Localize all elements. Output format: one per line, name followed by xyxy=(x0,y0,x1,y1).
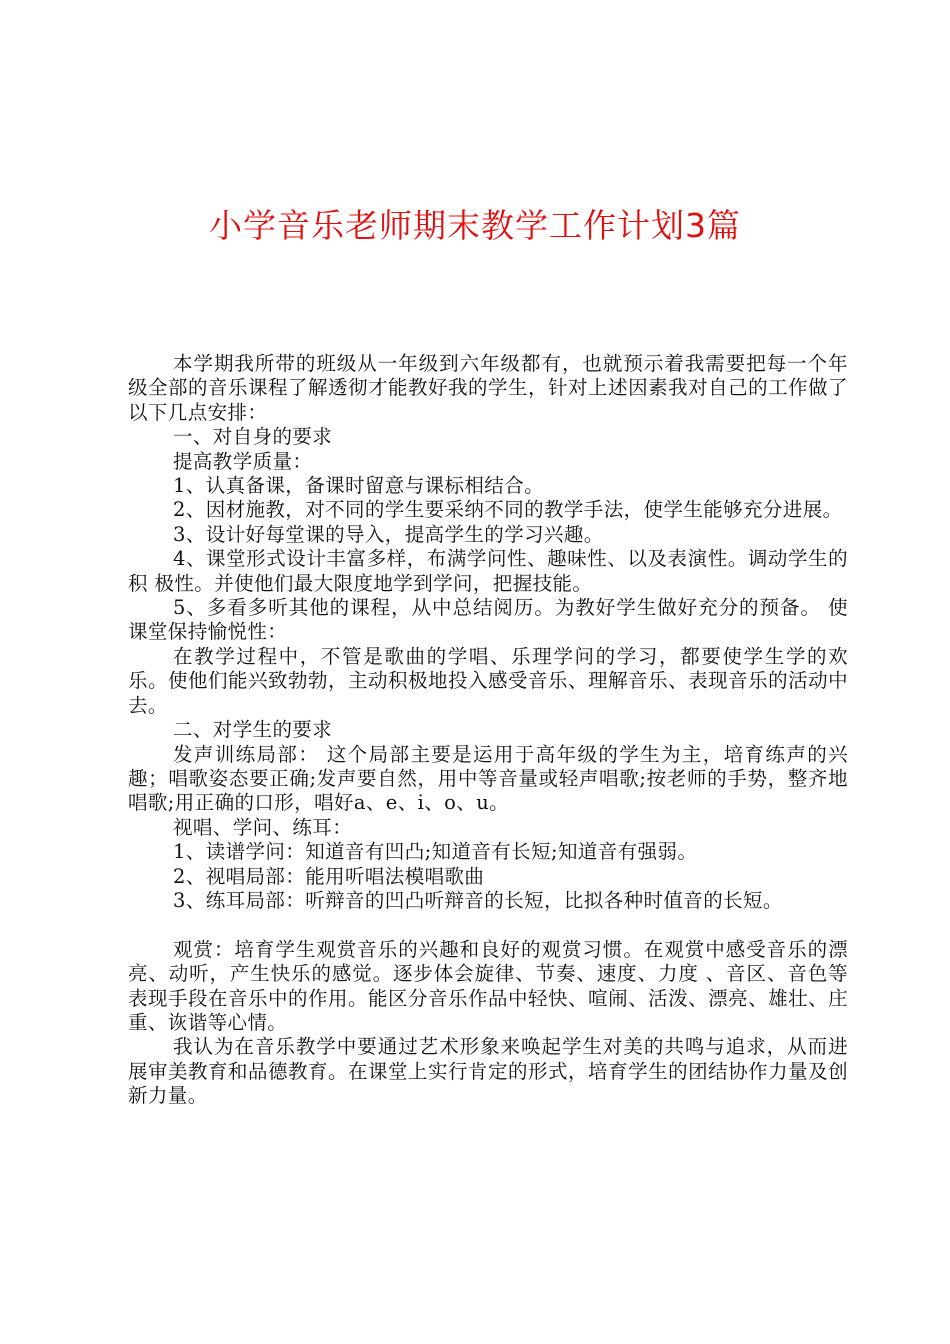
list-item: 2、因材施教，对不同的学生要采纳不同的教学手法，使学生能够充分进展。 xyxy=(173,498,843,522)
paragraph-vocal-training: 发声训练局部： 这个局部主要是运用于高年级的学生为主，培育练声的兴趣；唱歌姿态要正确;发声要自然，用中等音量或轻声唱歌;按老师的手势，整齐地唱歌;用正确的口形，唱好a、e、i、o、u。 xyxy=(128,742,848,815)
paragraph-appreciation: 观赏：培育学生观赏音乐的兴趣和良好的观赏习惯。在观赏中感受音乐的漂亮、动听，产生快乐的感觉。逐步体会旋律、节奏、速度、力度 、音区、音色等表现手段在音乐中的作用。能区分音乐作品中轻快、喧闹、活泼、漂亮、雄壮、庄重、诙谐等心情。 xyxy=(128,937,848,1034)
paragraph-teaching-process: 在教学过程中，不管是歌曲的学唱、乐理学问的学习，都要使学生学的欢乐。使他们能兴致勃勃，主动积极地投入感受音乐、理解音乐、表现音乐的活动中去。 xyxy=(128,644,848,717)
subheading-sight-singing: 视唱、学问、练耳： xyxy=(173,815,353,839)
blank-line xyxy=(128,913,848,937)
section-heading-students: 二、对学生的要求 xyxy=(173,718,333,742)
list-item: 1、认真备课，备课时留意与课标相结合。 xyxy=(173,474,545,498)
section-heading-self: 一、对自身的要求 xyxy=(173,425,333,449)
list-item: 3、练耳局部：听辩音的凹凸听辩音的长短，比拟各种时值音的长短。 xyxy=(173,888,783,912)
paragraph-conclusion: 我认为在音乐教学中要通过艺术形象来唤起学生对美的共鸣与追求，从而进展审美教育和品德教育。在课堂上实行肯定的形式，培育学生的团结协作力量及创新力量。 xyxy=(128,1035,848,1108)
subheading-quality: 提高教学质量： xyxy=(173,449,313,473)
list-item: 1、读谱学问：知道音有凹凸;知道音有长短;知道音有强弱。 xyxy=(173,840,698,864)
list-item: 5、多看多听其他的课程，从中总结阅历。为教好学生做好充分的预备。 使课堂保持愉悦性： xyxy=(128,596,848,644)
list-item: 3、设计好每堂课的导入，提高学生的学习兴趣。 xyxy=(173,522,604,546)
document-body xyxy=(128,352,848,1109)
list-item: 4、课堂形式设计丰富多样，布满学问性、趣味性、以及表演性。调动学生的积 极性。并使他们最大限度地学到学问，把握技能。 xyxy=(128,547,848,595)
document-title: 小学音乐老师期末教学工作计划3篇 xyxy=(209,206,741,245)
paragraph-intro: 本学期我所带的班级从一年级到六年级都有，也就预示着我需要把每一个年级全部的音乐课程了解透彻才能教好我的学生，针对上述因素我对自己的工作做了以下几点安排： xyxy=(128,352,848,424)
list-item: 2、视唱局部：能用听唱法模唱歌曲 xyxy=(173,864,485,888)
